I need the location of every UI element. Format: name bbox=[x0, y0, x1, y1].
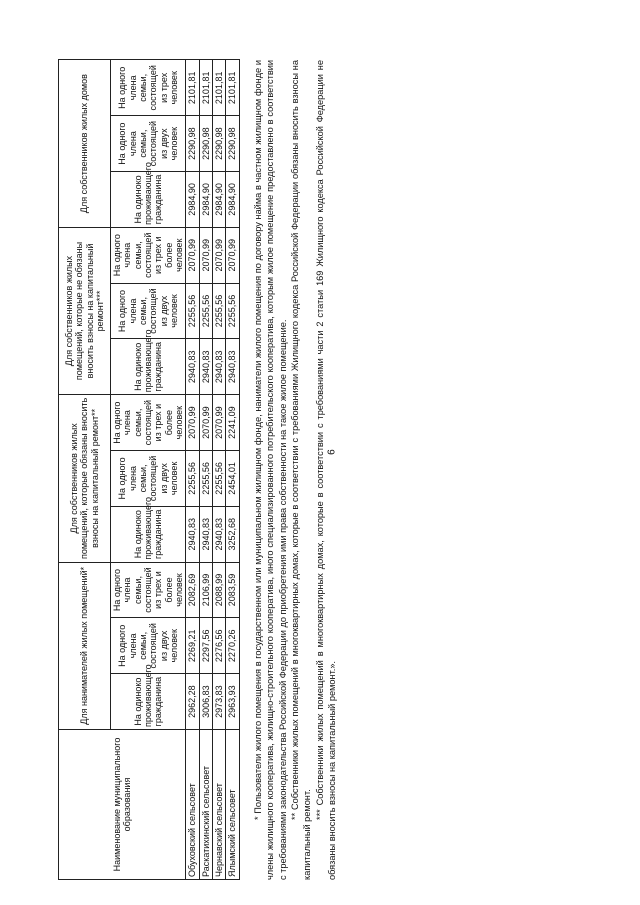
subheader-single: На одиноко проживающего гражданина bbox=[111, 339, 186, 395]
page-number: 9 bbox=[324, 449, 336, 455]
value-cell: 2241,09 bbox=[226, 395, 239, 451]
value-cell: 2070,99 bbox=[186, 395, 199, 451]
table-row bbox=[186, 60, 199, 880]
header-owners-no-repair: Для собственников жилых помещений, которые не обязаны вносить взносы на капитальный ремонт*** bbox=[59, 227, 111, 394]
subheader-single: На одиноко проживающего гражданина bbox=[111, 674, 186, 730]
municipality-name: Чернавский сельсовет bbox=[213, 730, 226, 880]
value-cell: 2962,28 bbox=[186, 674, 199, 730]
value-cell: 2984,90 bbox=[226, 172, 239, 228]
value-cell: 2984,90 bbox=[199, 172, 212, 228]
value-cell: 2070,99 bbox=[213, 227, 226, 283]
header-house-owners: Для собственников жилых домов bbox=[59, 60, 111, 227]
header-municipality: Наименование муниципального образования bbox=[59, 730, 186, 880]
header-owners-repair: Для собственников жилых помещений, которые обязаны вносить взносы на капитальный ремонт** bbox=[59, 395, 111, 562]
footnote-owners-repair: ** Собственники жилых помещений в многоквартирных домах, которые в соответствии с требованиями Жилищного кодекса Российской Федерации обязаны вносить взносы на капитальный ремонт. bbox=[290, 60, 313, 880]
header-tenants: Для нанимателей жилых помещений* bbox=[59, 562, 111, 729]
value-cell: 2082,69 bbox=[186, 562, 199, 618]
table-row bbox=[226, 60, 239, 880]
subheader-three-plus: На одного члена семьи, состоящей из трех и более человек bbox=[111, 395, 186, 451]
value-cell: 2255,56 bbox=[186, 283, 199, 339]
value-cell: 2290,98 bbox=[199, 116, 212, 172]
value-cell: 2290,98 bbox=[186, 116, 199, 172]
rotated-content bbox=[58, 60, 398, 880]
value-cell: 2255,56 bbox=[199, 451, 212, 507]
value-cell: 2270,26 bbox=[226, 618, 239, 674]
value-cell: 2940,83 bbox=[186, 339, 199, 395]
value-cell: 2101,81 bbox=[226, 60, 239, 116]
footnotes bbox=[252, 60, 339, 880]
subheader-two: На одного члена семьи, состоящей из двух человек bbox=[111, 618, 186, 674]
value-cell: 2255,56 bbox=[213, 451, 226, 507]
subheader-three-plus: На одного члена семьи, состоящей из трех и более человек bbox=[111, 227, 186, 283]
value-cell: 2255,56 bbox=[213, 283, 226, 339]
value-cell: 2088,99 bbox=[213, 562, 226, 618]
value-cell: 2940,83 bbox=[186, 506, 199, 562]
table-row bbox=[213, 60, 226, 880]
value-cell: 3252,68 bbox=[226, 506, 239, 562]
subheader-three: На одного члена семьи, состоящей из трех человек bbox=[111, 60, 186, 116]
value-cell: 2255,56 bbox=[186, 451, 199, 507]
value-cell: 2940,83 bbox=[213, 506, 226, 562]
value-cell: 2255,56 bbox=[226, 283, 239, 339]
value-cell: 2940,83 bbox=[213, 339, 226, 395]
value-cell: 2106,99 bbox=[199, 562, 212, 618]
subheader-three-plus: На одного члена семьи, состоящей из трех и более человек bbox=[111, 562, 186, 618]
table-row bbox=[199, 60, 212, 880]
subheader-two: На одного члена семьи, состоящей из двух человек bbox=[111, 451, 186, 507]
value-cell: 2276,56 bbox=[213, 618, 226, 674]
value-cell: 2290,98 bbox=[226, 116, 239, 172]
value-cell: 2984,90 bbox=[213, 172, 226, 228]
value-cell: 2070,99 bbox=[213, 395, 226, 451]
value-cell: 2973,83 bbox=[213, 674, 226, 730]
value-cell: 2070,99 bbox=[226, 227, 239, 283]
value-cell: 2290,98 bbox=[213, 116, 226, 172]
value-cell: 2101,81 bbox=[199, 60, 212, 116]
value-cell: 2940,83 bbox=[226, 339, 239, 395]
value-cell: 2101,81 bbox=[186, 60, 199, 116]
value-cell: 2101,81 bbox=[213, 60, 226, 116]
value-cell: 2070,99 bbox=[186, 227, 199, 283]
footnote-owners-no-repair: *** Собственники жилых помещений в многоквартирных домах, которые в соответствии с требованиями части 2 статьи 169 Жилищного кодекса Российской Федерации не обязаны вносить взносы на капитальный ремонт.». bbox=[314, 60, 338, 880]
value-cell: 2255,56 bbox=[199, 283, 212, 339]
subheader-two: На одного члена семьи, состоящей из двух человек bbox=[111, 116, 186, 172]
tariff-table bbox=[58, 59, 240, 880]
value-cell: 2083,59 bbox=[226, 562, 239, 618]
subheader-single: На одиноко проживающего гражданина bbox=[111, 506, 186, 562]
municipality-name: Обуховский сельсовет bbox=[186, 730, 199, 880]
value-cell: 2070,99 bbox=[199, 227, 212, 283]
footnote-tenants: * Пользователи жилого помещения в государственном или муниципальном жилищном фонде, наниматели жилого помещения по договору найма в частном жилищном фонде и члены жилищного кооператива, жилищно-строительного кооператива, иного специализированного потребительского кооператива, которым жилое помещение предоставлено в соответствии с требованиями законодательства Российской Федерации до приобретения ими права собственности на такое жилое помещение. bbox=[252, 60, 288, 880]
value-cell: 2454,01 bbox=[226, 451, 239, 507]
value-cell: 3006,83 bbox=[199, 674, 212, 730]
value-cell: 2940,83 bbox=[199, 506, 212, 562]
subheader-single: На одиноко проживающего гражданина bbox=[111, 172, 186, 228]
value-cell: 2297,56 bbox=[199, 618, 212, 674]
value-cell: 2070,99 bbox=[199, 395, 212, 451]
value-cell: 2269,21 bbox=[186, 618, 199, 674]
subheader-two: На одного члена семьи, состоящей из двух человек bbox=[111, 283, 186, 339]
value-cell: 2940,83 bbox=[199, 339, 212, 395]
municipality-name: Раскатихинский сельсовет bbox=[199, 730, 212, 880]
value-cell: 2963,93 bbox=[226, 674, 239, 730]
municipality-name: Ялымский сельсовет bbox=[226, 730, 239, 880]
value-cell: 2984,90 bbox=[186, 172, 199, 228]
